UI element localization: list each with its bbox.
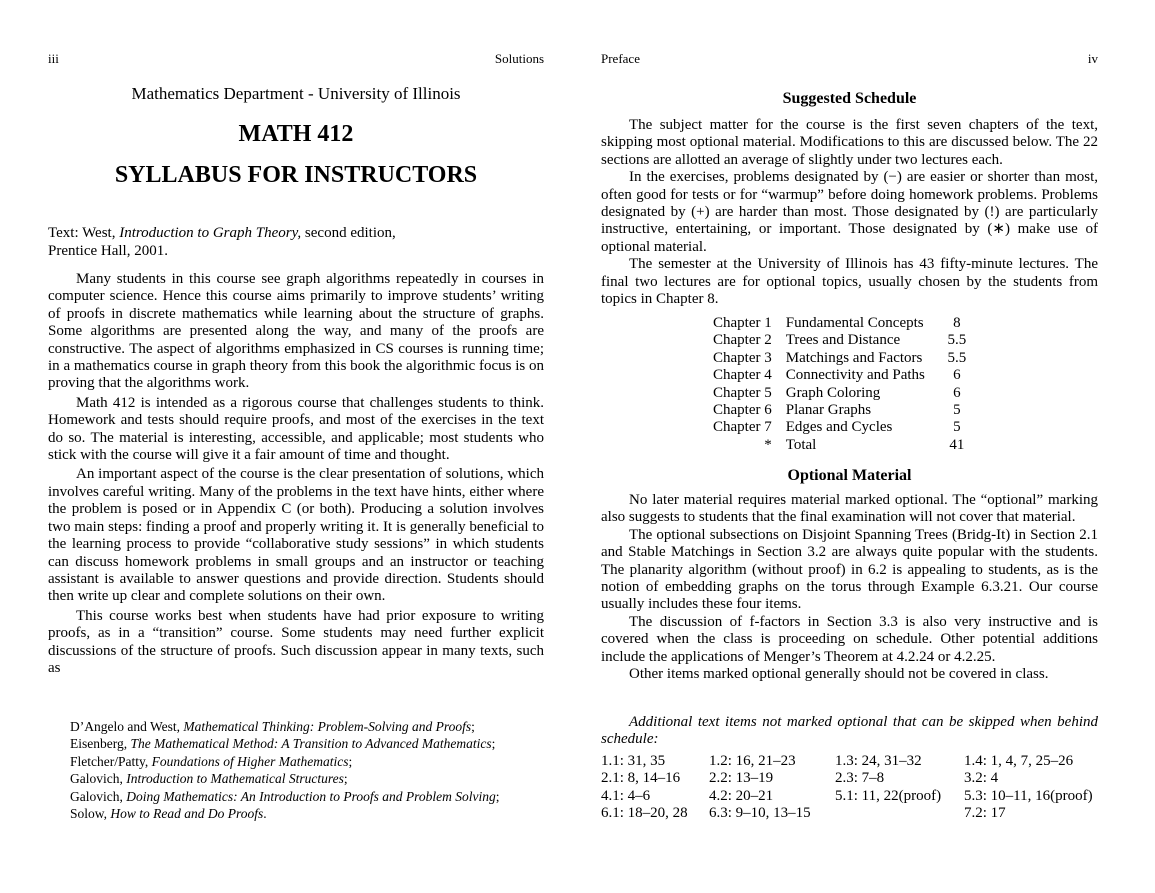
book-punct: ; (348, 753, 353, 769)
textbook-suffix: second edition, (301, 225, 396, 241)
paragraph: The semester at the University of Illinois has 43 fifty-minute lectures. The final two lectures are for optional topics, usually chosen by the students from topics in Chapter 8. (601, 256, 1098, 308)
table-cell: 1.1: 31, 35 (601, 753, 666, 769)
lectures-cell: 6 (953, 384, 961, 401)
book-punct: ; (471, 719, 475, 734)
table-cell: 2.3: 7–8 (835, 770, 885, 787)
table-cell: 5.3: 10–11, 16(proof) (964, 787, 1093, 804)
book-title: Mathematical Thinking: Problem-Solving and Proofs (183, 719, 472, 734)
topic-cell: Trees and Distance (785, 332, 901, 349)
table-row (601, 770, 1093, 787)
topic-cell: Total (785, 436, 817, 453)
table-row (713, 385, 975, 402)
paragraph: Many students in this course see graph algorithms repeatedly in courses in computer science. Hence this course aims primarily to improve students’ writing of proofs in discrete mathematics while learning about the structure of graphs. Some algorithms are presented along the way, and many of the proofs are constructive. The aspect of algorithms emphasized in CS courses is running time; in a mathematics course in graph theory from this book the algorithmic focus is on proving that the algorithms work. (48, 271, 544, 392)
textbook-title: Introduction to Graph Theory, (119, 225, 302, 241)
table-cell: 2.1: 8, 14–16 (601, 770, 681, 787)
table-cell: 5.1: 11, 22(proof) (835, 787, 942, 804)
table-cell: 1.2: 16, 21–23 (709, 753, 796, 769)
book-punct: . (263, 806, 267, 822)
running-head: Preface (601, 51, 640, 66)
page-number: iii (48, 51, 59, 66)
lectures-cell: 5 (953, 402, 961, 419)
book-authors: Solow, (70, 806, 111, 822)
book-title: Doing Mathematics: An Introduction to Proofs and Problem Solving (126, 788, 496, 804)
table-row-total (713, 437, 975, 454)
list-item (70, 753, 544, 770)
paragraph: In the exercises, problems designated by (−) are easier or shorter than most, often good for tests or for “warmup” before doing homework problems. Problems designated by (+) are harder than most. Those designated by (!) are particularly instructive, entertaining, or important. Those designated by (∗) make use of optional material. (601, 169, 1098, 255)
right-page (601, 0, 1098, 893)
right-page-header (601, 51, 1098, 67)
lectures-cell: 5.5 (947, 349, 967, 366)
book-authors: Galovich, (70, 788, 127, 804)
book-title: Introduction to Mathematical Structures (126, 771, 344, 787)
paragraph: The subject matter for the course is the first seven chapters of the text, skipping most optional material. Modifications to this are discussed below. The 22 sections are allotted an average of slightly under two lectures each. (601, 117, 1098, 168)
table-row (713, 350, 975, 367)
course-title: MATH 412 (238, 121, 354, 147)
book-punct: ; (343, 771, 348, 787)
paragraph: The optional subsections on Disjoint Spanning Trees (Bridg-It) in Section 2.1 and Stable Matchings in Section 3.2 are always quite popular with the students. The planarity algorithm (without proof) in 6.2 is appealing to students, as is the notion of embedding graphs on the torus through Example 6.3.21. Our course usually includes these four items. (601, 526, 1098, 613)
table-cell: 6.3: 9–10, 13–15 (709, 805, 811, 822)
syllabus-title: SYLLABUS FOR INSTRUCTORS (114, 162, 478, 188)
left-body-text (48, 271, 544, 679)
book-authors: Galovich, (70, 771, 127, 787)
textbook-publisher: Prentice Hall, 2001. (48, 242, 168, 259)
book-title: How to Read and Do Proofs (110, 806, 264, 822)
list-item (70, 770, 544, 787)
chapter-cell: Chapter 4 (713, 367, 772, 384)
book-title: Foundations of Higher Mathematics (151, 753, 349, 769)
table-cell (835, 805, 964, 822)
book-authors: Fletcher/Patty, (70, 753, 152, 769)
lectures-cell: 6 (953, 367, 961, 384)
schedule-table (713, 315, 975, 454)
table-row (713, 332, 975, 349)
table-cell: 7.2: 17 (964, 805, 1006, 822)
list-item (70, 805, 544, 822)
paragraph: Math 412 is intended as a rigorous course that challenges students to think. Homework and tests should require proofs, and most of the exercises in the text do so. The material is interesting, accessible, and applicable; most students who stick with the course will give it a fair amount of time and thought. (48, 394, 544, 464)
chapter-cell: Chapter 1 (713, 315, 772, 331)
table-cell: 6.1: 18–20, 28 (601, 805, 688, 822)
table-row (601, 788, 1093, 805)
schedule-body-text (601, 117, 1098, 308)
book-title: The Mathematical Method: A Transition to Advanced Mathematics (130, 736, 492, 752)
optional-body-text (601, 492, 1098, 683)
running-head: Solutions (494, 51, 544, 66)
table-row (601, 805, 1093, 822)
table-cell: 1.4: 1, 4, 7, 25–26 (964, 753, 1074, 769)
book-authors: Eisenberg, (70, 736, 131, 752)
chapter-cell: Chapter 3 (713, 349, 772, 366)
textbook-prefix: Text: West, (48, 225, 120, 241)
book-authors: D’Angelo and West, (70, 719, 184, 734)
book-punct: ; (495, 788, 500, 804)
table-cell: 1.3: 24, 31–32 (835, 753, 922, 769)
book-punct: ; (491, 736, 496, 752)
chapter-cell: Chapter 6 (713, 402, 772, 419)
paragraph: An important aspect of the course is the clear presentation of solutions, which involves careful writing. Many of the problems in the text have hints, either where the problem is posed or in Appendix C (or both). Producing a solution involves two main steps: finding a proof and properly writing it. It is generally beneficial to the learning process to provide “collaborative study sessions” in which students can discuss homework problems in small groups and an instructor or teaching assistant is available to answer questions and provide direction. Students should then write up clear and complete solutions on their own. (48, 466, 544, 605)
department-line: Mathematics Department - University of Illinois (131, 84, 461, 103)
left-page (48, 0, 544, 893)
topic-cell: Connectivity and Paths (785, 367, 925, 384)
list-item (70, 718, 544, 735)
paragraph: The discussion of f-factors in Section 3.3 is also very instructive and is covered when the class is proceeding on schedule. Other potential additions include the applications of Menger’s Theorem at 4.2.24 or 4.2.25. (601, 613, 1098, 665)
table-cell: 3.2: 4 (964, 770, 999, 787)
chapter-cell: Chapter 2 (713, 332, 772, 349)
chapter-cell: Chapter 7 (713, 419, 772, 436)
section-title-schedule: Suggested Schedule (782, 90, 917, 107)
chapter-cell: * (764, 436, 772, 453)
table-cell: 4.1: 4–6 (601, 787, 651, 804)
page-number: iv (1087, 51, 1098, 66)
skip-items-intro: Additional text items not marked optional that can be skipped when behind schedule: (601, 714, 1098, 748)
section-title-optional: Optional Material (787, 467, 912, 484)
table-row (713, 367, 975, 384)
lectures-cell: 5.5 (947, 332, 967, 349)
lectures-cell: 8 (953, 315, 961, 331)
textbook-reference (48, 225, 544, 260)
table-row (601, 753, 1093, 770)
topic-cell: Fundamental Concepts (785, 315, 924, 331)
table-row (713, 315, 975, 332)
topic-cell: Graph Coloring (785, 384, 881, 401)
left-page-header (48, 51, 544, 67)
lectures-cell: 5 (953, 419, 961, 436)
table-row (713, 419, 975, 436)
topic-cell: Planar Graphs (785, 402, 872, 419)
paragraph: This course works best when students have had prior exposure to writing proofs, as in a “transition” course. Some students may need further explicit discussions of the structure of proofs. Such discussion appear in many texts, such as (48, 607, 544, 676)
list-item (70, 788, 544, 805)
table-row (713, 402, 975, 419)
lectures-cell: 41 (949, 436, 965, 453)
paragraph: No later material requires material marked optional. The “optional” marking also suggests to students that the final examination will not cover that material. (601, 492, 1098, 526)
topic-cell: Edges and Cycles (785, 419, 893, 436)
topic-cell: Matchings and Factors (785, 349, 923, 366)
reference-book-list (70, 718, 544, 822)
skip-items-table (601, 753, 1093, 823)
table-cell: 4.2: 20–21 (709, 787, 774, 804)
paragraph: Other items marked optional generally should not be covered in class. (629, 666, 1049, 683)
chapter-cell: Chapter 5 (713, 384, 772, 401)
table-cell: 2.2: 13–19 (709, 770, 774, 787)
list-item (70, 735, 544, 752)
